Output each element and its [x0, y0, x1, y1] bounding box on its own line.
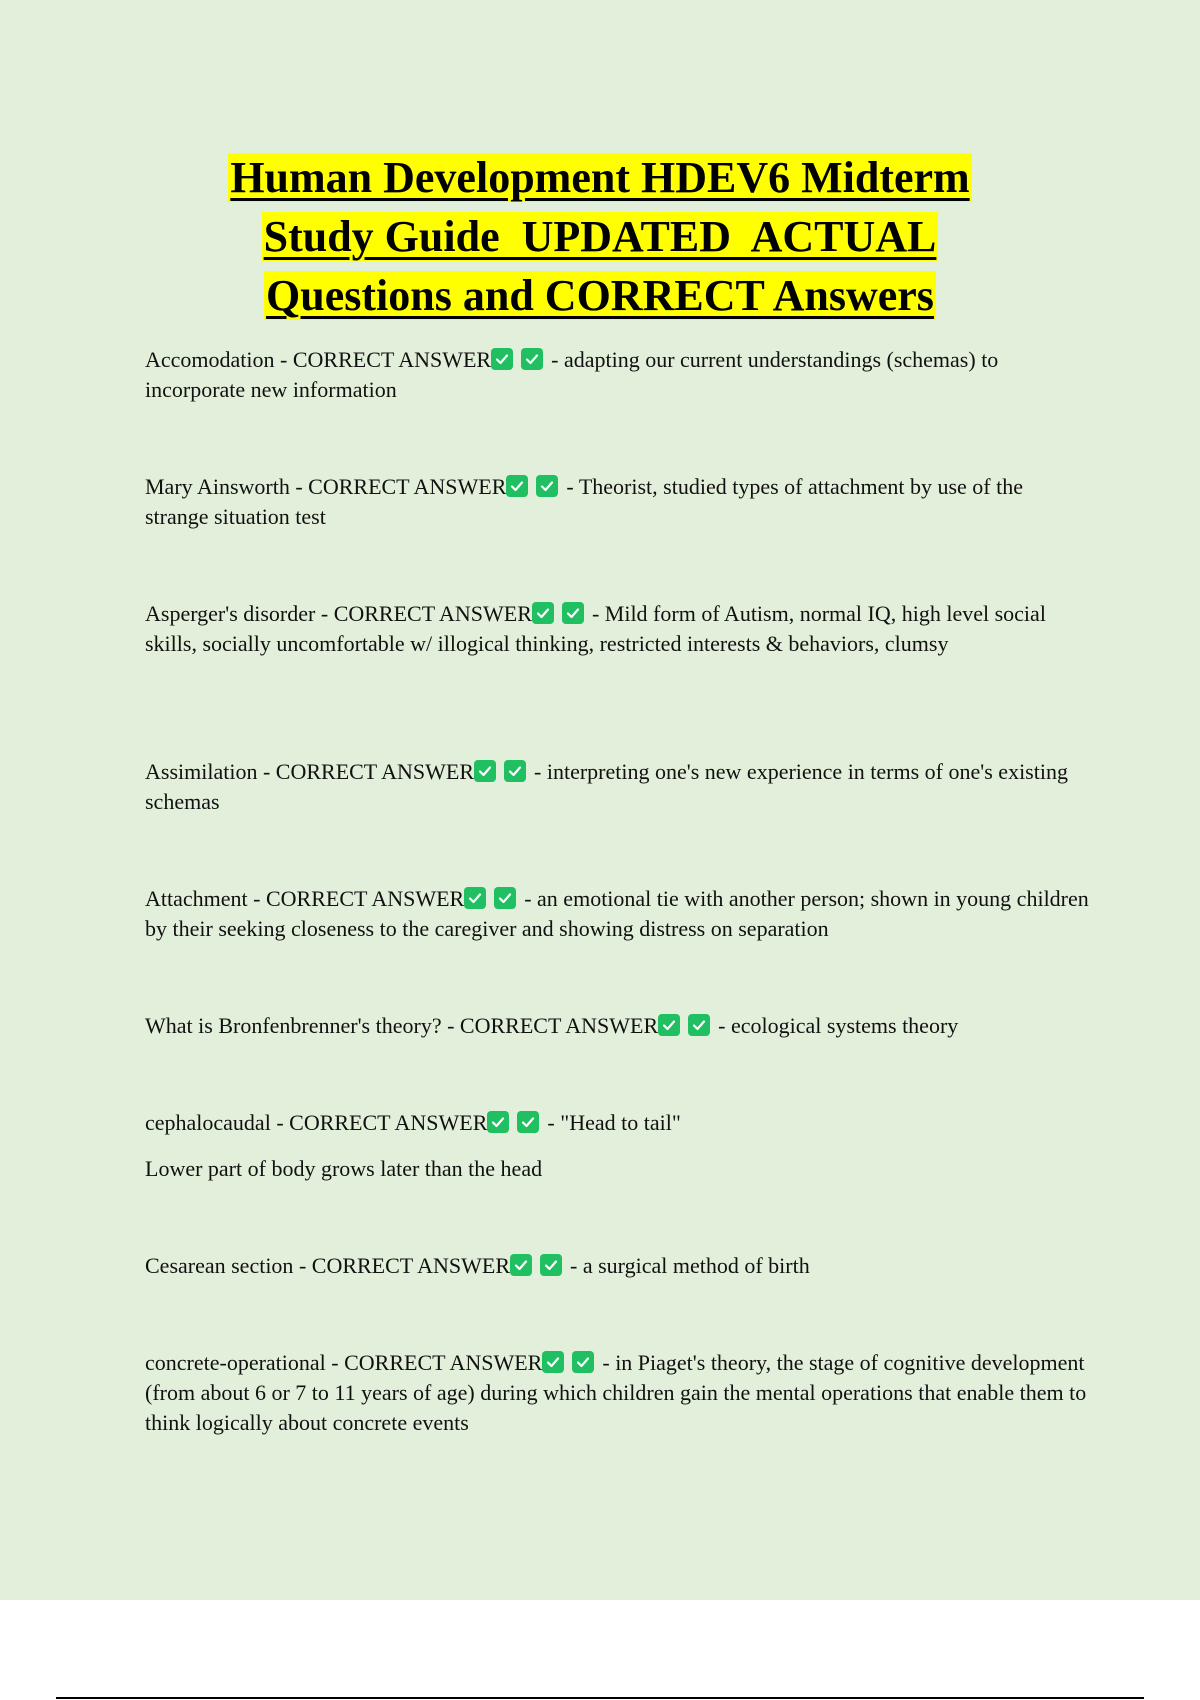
check-mark-icon [562, 602, 584, 624]
check-mark-icon [688, 1014, 710, 1036]
entry-definition: interpreting one's new experience in terms of one's existing schemas [145, 759, 1068, 814]
answer-marker: CORRECT ANSWER [311, 1253, 511, 1278]
answer-marker: CORRECT ANSWER [289, 1110, 488, 1135]
check-mark-icon [474, 760, 496, 782]
entry-definition: Mild form of Autism, normal IQ, high level social skills, socially uncomfortable w/ illogical thinking, restricted interests & behaviors, clumsy [145, 601, 1046, 656]
answer-marker: CORRECT ANSWER [459, 1013, 659, 1038]
qa-entry: Cesarean section - CORRECT ANSWER - a surgical method of birth [145, 1253, 810, 1278]
qa-entry: Assimilation - CORRECT ANSWER - interpreting one's new experience in terms of one's existing schemas [145, 759, 1068, 814]
qa-entry: concrete-operational - CORRECT ANSWER - in Piaget's theory, the stage of cognitive development (from about 6 or 7 to 11 years of age) during which children gain the mental operations that enable them to think logically about concrete events [145, 1350, 1087, 1435]
entry-extra-note: Lower part of body grows later than the head [145, 1156, 543, 1181]
title-line-2: Study Guide UPDATED ACTUAL [263, 212, 937, 261]
check-mark-icon [504, 760, 526, 782]
check-mark-icon [510, 1254, 532, 1276]
entry-definition: in Piaget's theory, the stage of cognitive development (from about 6 or 7 to 11 years of age) during which children gain the mental operations that enable them to think logically about concrete events [145, 1350, 1087, 1435]
entry-term: What is Bronfenbrenner's theory? [145, 1013, 442, 1038]
qa-entry: Asperger's disorder - CORRECT ANSWER - Mild form of Autism, normal IQ, high level social skills, socially uncomfortable w/ illogical thinking, restricted interests & behaviors, clumsy [145, 601, 1046, 656]
title-line-1: Human Development HDEV6 Midterm [230, 153, 970, 202]
check-mark-icon [494, 887, 516, 909]
check-mark-icon [542, 1351, 564, 1373]
entry-term: Asperger's disorder [145, 601, 316, 626]
check-mark-icon [521, 348, 543, 370]
qa-entry: Accomodation - CORRECT ANSWER - adapting our current understandings (schemas) to incorporate new information [145, 347, 999, 402]
check-mark-icon [491, 348, 513, 370]
document-title [0, 148, 1200, 325]
check-mark-icon [506, 475, 528, 497]
qa-entry: Attachment - CORRECT ANSWER - an emotional tie with another person; shown in young children by their seeking closeness to the caregiver and showing distress on separation [145, 886, 1089, 941]
footer-divider [56, 1697, 1144, 1699]
entry-term: Mary Ainsworth [145, 474, 290, 499]
answer-marker: CORRECT ANSWER [344, 1350, 543, 1375]
title-line-3: Questions and CORRECT Answers [266, 271, 934, 320]
answer-marker: CORRECT ANSWER [275, 759, 475, 784]
entry-definition: Theorist, studied types of attachment by use of the strange situation test [145, 474, 1024, 529]
entry-definition: a surgical method of birth [582, 1253, 810, 1278]
qa-entry: What is Bronfenbrenner's theory? - CORRECT ANSWER - ecological systems theory [145, 1013, 959, 1038]
qa-entry: Mary Ainsworth - CORRECT ANSWER - Theorist, studied types of attachment by use of the strange situation test [145, 474, 1024, 529]
entry-term: Attachment [145, 886, 248, 911]
check-mark-icon [517, 1111, 539, 1133]
check-mark-icon [572, 1351, 594, 1373]
check-mark-icon [540, 1254, 562, 1276]
check-mark-icon [536, 475, 558, 497]
entry-term: cephalocaudal [145, 1110, 271, 1135]
answer-marker: CORRECT ANSWER [333, 601, 532, 626]
entry-term: Assimilation [145, 759, 258, 784]
check-mark-icon [464, 887, 486, 909]
entry-term: Cesarean section [145, 1253, 294, 1278]
entry-definition: "Head to tail" [560, 1110, 681, 1135]
entry-definition: ecological systems theory [731, 1013, 959, 1038]
entry-definition: an emotional tie with another person; shown in young children by their seeking closeness to the caregiver and showing distress on separation [145, 886, 1089, 941]
entry-term: Accomodation [145, 347, 275, 372]
check-mark-icon [532, 602, 554, 624]
entry-definition: adapting our current understandings (schemas) to incorporate new information [145, 347, 999, 402]
answer-marker: CORRECT ANSWER [308, 474, 507, 499]
answer-marker: CORRECT ANSWER [292, 347, 492, 372]
qa-entry: cephalocaudal - CORRECT ANSWER - "Head to tail" Lower part of body grows later than the head [145, 1108, 1090, 1184]
entry-term: concrete-operational [145, 1350, 326, 1375]
check-mark-icon [658, 1014, 680, 1036]
answer-marker: CORRECT ANSWER [265, 886, 465, 911]
check-mark-icon [487, 1111, 509, 1133]
